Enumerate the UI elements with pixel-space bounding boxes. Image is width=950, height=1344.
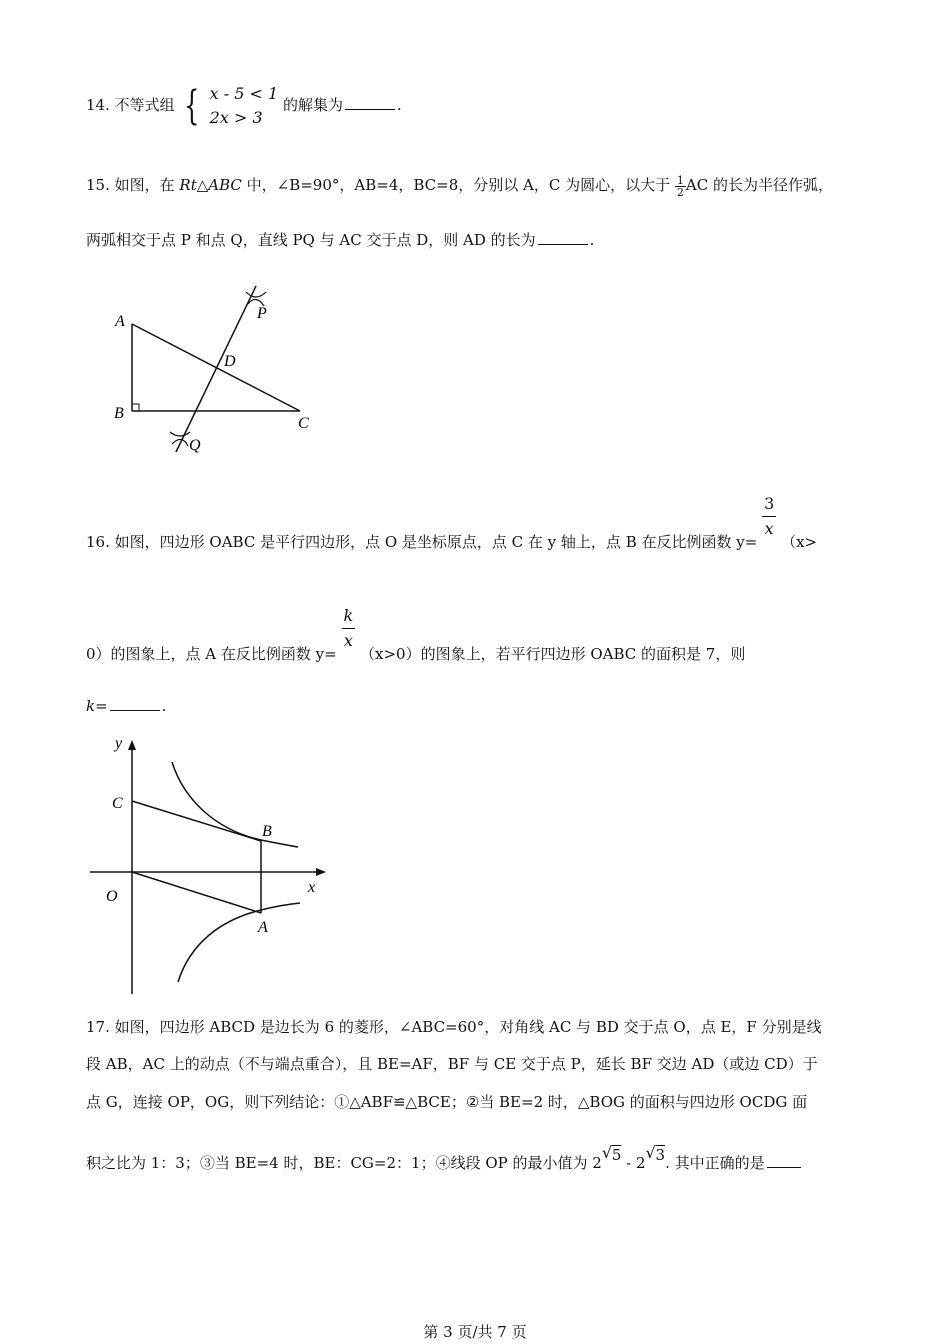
q14-lead: 不等式组 — [114, 96, 175, 114]
question-17-line-1: 17. 如图，四边形 ABCD 是边长为 6 的菱形，∠ABC=60°，对角线 AC 与 BD 交于点 O，点 E，F 分别是线 — [86, 1018, 822, 1036]
label-A: A — [115, 313, 125, 330]
question-17-line-4: 积之比为 1：3；③当 BE=4 时，BE：CG=2：1；④线段 OP 的最小值为 2√ 5 - 2√ 3. 其中正确的是 — [86, 1152, 803, 1173]
sqrt-3: √ 3 — [646, 1146, 666, 1164]
fraction-k-over-x: $\frac{k}{x}$ — [343, 606, 354, 650]
answer-blank — [538, 243, 588, 245]
label-A: A — [258, 919, 268, 936]
question-16-line-3: k= . — [86, 697, 167, 715]
inequality-1: x - 5 < 1 — [209, 84, 279, 103]
answer-blank — [767, 1166, 801, 1168]
label-y: y — [115, 735, 123, 752]
question-15-line-1: 15. 如图，在 Rt△ABC 中，∠B=90°，AB=4，BC=8，分别以 A，C 为圆心，以大于 $\frac{1}{2}$ AC 的长为半径作弧， — [86, 173, 833, 199]
question-17-line-2: 段 AB，AC 上的动点（不与端点重合），且 BE=AF，BF 与 CE 交于点 P，延长 BF 交边 AD（或边 CD）于 — [86, 1055, 818, 1073]
inequality-system — [210, 82, 279, 130]
question-17-line-3: 点 G，连接 OP，OG，则下列结论：①△ABF≌△BCE；②当 BE=2 时，△BOG 的面积与四边形 OCDG 面 — [86, 1093, 808, 1111]
coordinate-figure — [86, 730, 336, 1000]
answer-blank — [110, 709, 160, 711]
label-x: x — [308, 879, 316, 896]
triangle-figure — [100, 280, 340, 465]
label-C: C — [298, 415, 309, 432]
q14-tail: 的解集为 — [283, 96, 344, 114]
label-D: D — [224, 353, 236, 370]
label-C: C — [112, 795, 123, 812]
q14-number: 14. — [86, 96, 110, 114]
label-B: B — [114, 405, 124, 422]
page-footer: 第 3 页/共 7 页 — [423, 1323, 527, 1341]
question-14: 14. 不等式组 { x - 5 < 1 2x > 3 的解集为 . — [86, 83, 402, 129]
inequality-2: 2x > 3 — [209, 108, 263, 127]
question-16-line-1: 16. 如图，四边形 OABC 是平行四边形，点 O 是坐标原点，点 C 在 y 轴上，点 B 在反比例函数 y= $\frac{3}{x}$ （x> — [86, 494, 818, 551]
label-O: O — [106, 888, 118, 905]
question-15-line-2: 两弧相交于点 P 和点 Q，直线 PQ 与 AC 交于点 D，则 AD 的长为 . — [86, 231, 595, 249]
label-B: B — [262, 823, 272, 840]
fraction-3-over-x: $\frac{3}{x}$ — [764, 494, 775, 538]
label-Q: Q — [189, 437, 201, 454]
system-brace: { — [184, 83, 200, 129]
question-16-line-2: 0）的图象上，点 A 在反比例函数 y= $\frac{k}{x}$ （x>0）的图象上，若平行四边形 OABC 的面积是 7，则 — [86, 606, 746, 663]
sqrt-5: √ 5 — [602, 1146, 622, 1164]
label-P: P — [257, 305, 267, 322]
fraction-half: $\frac{1}{2}$ — [676, 173, 684, 199]
answer-blank — [345, 108, 395, 110]
